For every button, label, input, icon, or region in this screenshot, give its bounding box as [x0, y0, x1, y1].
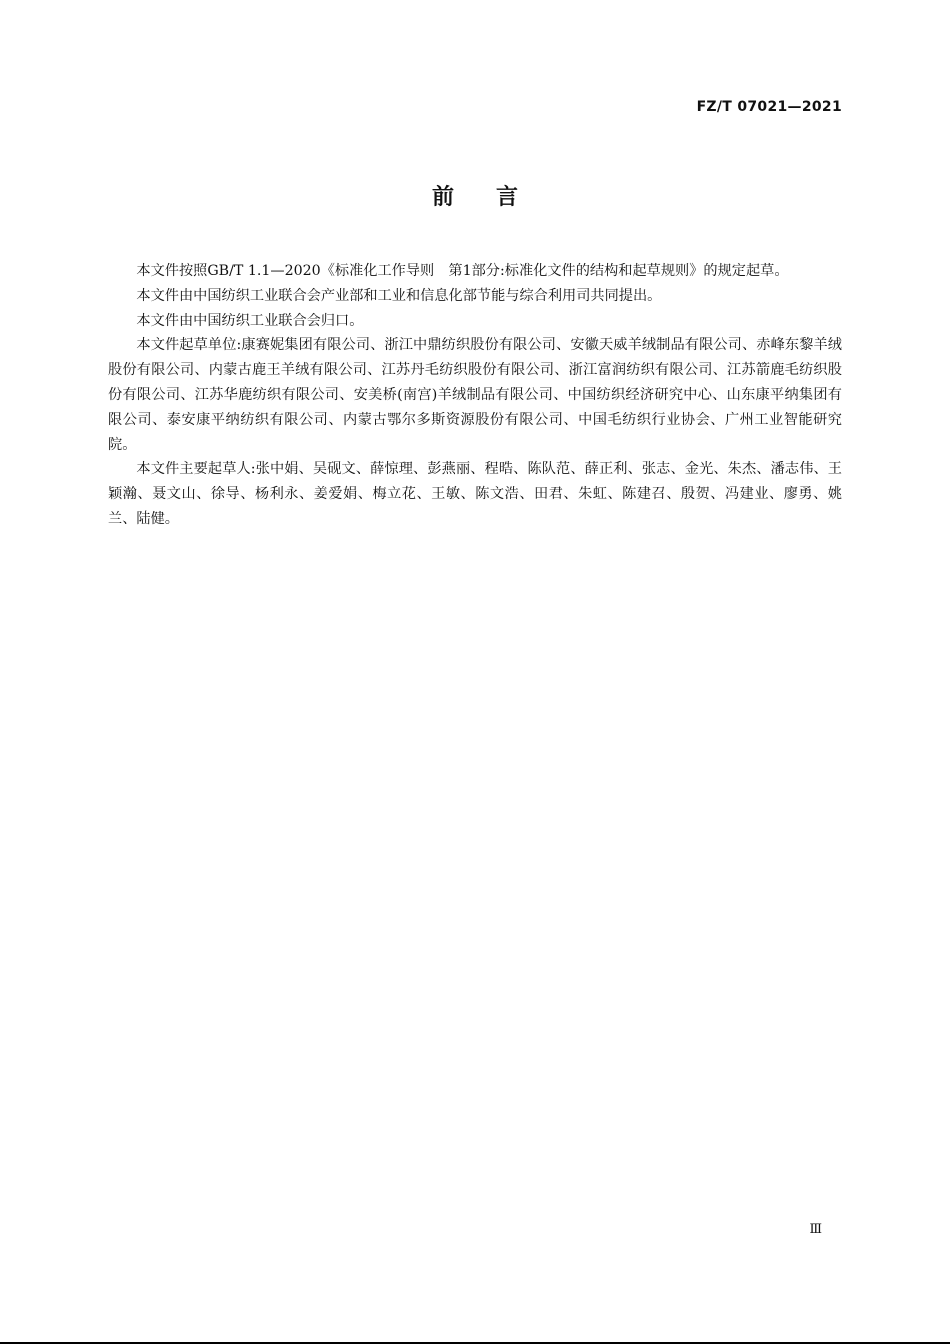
page-title: 前言 [431, 185, 560, 210]
paragraph-proposer: 本文件由中国纺织工业联合会产业部和工业和信息化部节能与综合利用司共同提出。 [136, 287, 662, 304]
paragraph-drafting-rules: 本文件按照GB/T 1.1—2020《标准化工作导则 第1部分:标准化文件的结构和起草规则》的规定起草。 [136, 263, 789, 279]
foreword-body [108, 259, 842, 532]
standard-number: FZ/T 07021—2021 [696, 99, 842, 115]
page-number: Ⅲ [809, 1222, 822, 1237]
paragraph-drafting-organizations: 本文件起草单位:康赛妮集团有限公司、浙江中鼎纺织股份有限公司、安徽天威羊绒制品有限公司、赤峰东黎羊绒股份有限公司、内蒙古鹿王羊绒有限公司、江苏丹毛纺织股份有限公司、浙江富润纺织有限公司、江苏箭鹿毛纺织股份有限公司、江苏华鹿纺织有限公司、安美桥(南宫)羊绒制品有限公司、中国纺织经济研究中心、山东康平纳集团有限公司、泰安康平纳纺织有限公司、内蒙古鄂尔多斯资源股份有限公司、中国毛纺织行业协会、广州工业智能研究院。 [108, 337, 842, 453]
paragraph-administrator: 本文件由中国纺织工业联合会归口。 [136, 312, 364, 329]
paragraph-principal-drafters: 本文件主要起草人:张中娟、吴砚文、薛惊理、彭燕丽、程晧、陈队范、薛正利、张志、金光、朱杰、潘志伟、王颖瀚、聂文山、徐导、杨利永、姜爱娟、梅立花、王敏、陈文浩、田君、朱虹、陈建召、殷贺、冯建业、廖勇、姚兰、陆健。 [108, 461, 842, 527]
